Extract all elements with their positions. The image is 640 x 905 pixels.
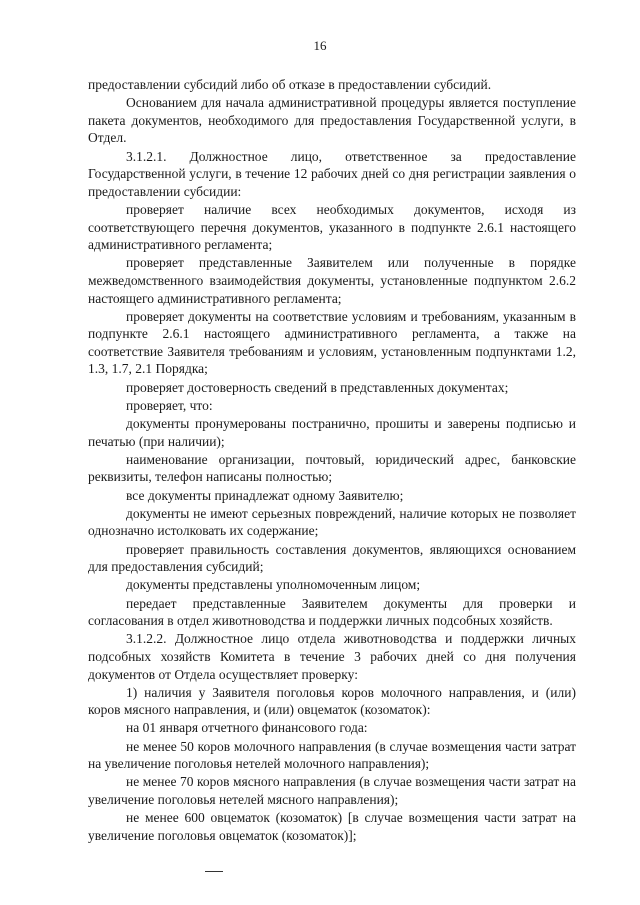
paragraph: документы не имеют серьезных повреждений, наличие которых не позволяет однозначно истолковать их содержание; bbox=[88, 505, 576, 539]
paragraph: не менее 50 коров молочного направления (в случае возмещения части затрат на увеличение поголовья нетелей молочного направления); bbox=[88, 738, 576, 772]
paragraph: наименование организации, почтовый, юридический адрес, банковские реквизиты, телефон написаны полностью; bbox=[88, 451, 576, 485]
paragraph: не менее 70 коров мясного направления (в случае возмещения части затрат на увеличение поголовья нетелей мясного направления); bbox=[88, 774, 576, 808]
paragraph: документы пронумерованы постранично, прошиты и заверены подписью и печатью (при наличии); bbox=[88, 416, 576, 449]
paragraph: 3.1.2.2. Должностное лицо отдела животноводства и поддержки личных подсобных хозяйств Комитета в течение 3 рабочих дней со дня получения документов от Отдела осуществляет проверку: bbox=[88, 631, 576, 682]
footer-mark bbox=[205, 871, 223, 872]
paragraph: проверяет наличие всех необходимых документов, исходя из соответствующего перечня документов, указанного в подпункте 2.6.1 настоящего административного регламента; bbox=[88, 201, 576, 253]
paragraph: документы представлены уполномоченным лицом; bbox=[126, 577, 421, 593]
page-number: 16 bbox=[313, 38, 327, 53]
paragraph: 3.1.2.1. Должностное лицо, ответственное за предоставление Государственной услуги, в течение 12 рабочих дней со дня регистрации заявления о предоставлении субсидии: bbox=[88, 148, 576, 199]
paragraph: не менее 600 овцематок (козоматок) [в случае возмещения части затрат на увеличение поголовья овцематок (козоматок)]; bbox=[88, 810, 576, 843]
document-body bbox=[88, 76, 576, 845]
paragraph: проверяет достоверность сведений в представленных документах; bbox=[126, 379, 509, 395]
paragraph: проверяет правильность составления документов, являющихся основанием для предоставления субсидий; bbox=[88, 541, 576, 575]
paragraph: предоставлении субсидий либо об отказе в предоставлении субсидий. bbox=[88, 77, 492, 92]
paragraph: все документы принадлежат одному Заявителю; bbox=[126, 487, 404, 503]
paragraph: проверяет документы на соответствие условиям и требованиям, указанным в подпункте 2.6.1 настоящего административного регламента, а также на соответствие Заявителя требованиям и условиям, установленным подпунктами 1.2, 1.3, 1.7, 2.1 Порядка; bbox=[88, 308, 576, 377]
paragraph: проверяет, что: bbox=[126, 397, 213, 413]
paragraph: 1) наличия у Заявителя поголовья коров молочного направления, и (или) коров мясного направления, и (или) овцематок (козоматок): bbox=[88, 684, 576, 718]
paragraph: передает представленные Заявителем документы для проверки и согласования в отдел животноводства и поддержки личных подсобных хозяйств. bbox=[88, 595, 576, 629]
paragraph: Основанием для начала административной процедуры является поступление пакета документов, необходимого для предоставления Государственной услуги, в Отдел. bbox=[88, 95, 576, 146]
paragraph: проверяет представленные Заявителем или полученные в порядке межведомственного взаимодействия документы, установленные подпунктом 2.6.2 настоящего административного регламента; bbox=[88, 255, 576, 306]
paragraph: на 01 января отчетного финансового года: bbox=[126, 720, 368, 736]
